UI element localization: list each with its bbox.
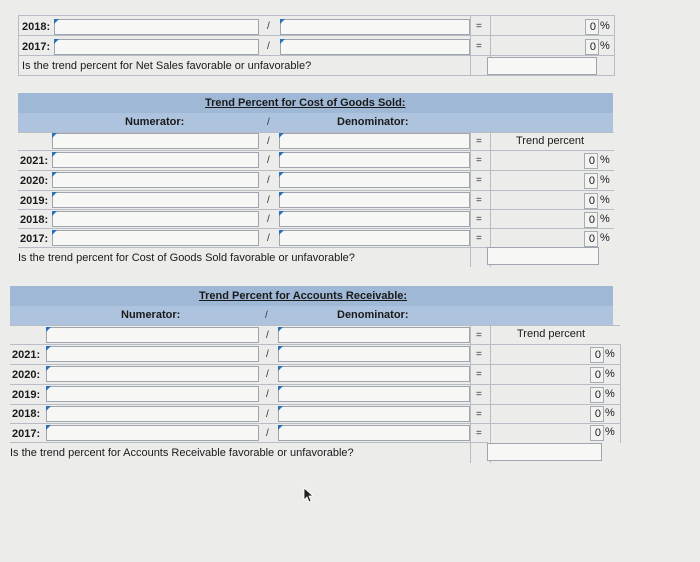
net-sales-2018-percent[interactable]: 0 [585,19,599,35]
cogs-2019-denominator-input[interactable] [279,192,470,208]
cogs-2018-slash: / [267,214,270,225]
cogs-2017-percent-sign: % [600,232,610,244]
ar-2017-percent-sign: % [605,426,615,438]
ar-2019-slash: / [266,389,269,400]
cogs-2017-numerator-input[interactable] [52,230,259,246]
cogs-header-numerator-input[interactable] [52,133,259,149]
cogs-header-slash: / [267,117,270,128]
cogs-2017-equals: = [476,233,482,244]
cogs-2019-numerator-input[interactable] [52,192,259,208]
cogs-2018-denominator-input[interactable] [279,211,470,227]
ar-header-row-slash: / [266,330,269,341]
net-sales-2017-slash: / [267,41,270,52]
ar-2017-numerator-input[interactable] [46,425,259,441]
cogs-2017-percent[interactable]: 0 [584,231,598,247]
ar-header-denominator-input[interactable] [278,327,470,343]
ar-header-numerator-input[interactable] [46,327,259,343]
net-sales-2017-numerator-input[interactable] [54,39,259,55]
cogs-2017-slash: / [267,233,270,244]
ar-2019-equals: = [476,389,482,400]
ar-2021-denominator-input[interactable] [278,346,470,362]
cogs-2019-percent[interactable]: 0 [584,193,598,209]
ar-2018-percent[interactable]: 0 [590,406,604,422]
cogs-2019-percent-sign: % [600,194,610,206]
ar-2021-equals: = [476,349,482,360]
ar-2021-slash: / [266,349,269,360]
cogs-2020-numerator-input[interactable] [52,172,259,188]
ar-2018-denominator-input[interactable] [278,406,470,422]
cogs-2020-equals: = [476,175,482,186]
ar-2020-equals: = [476,369,482,380]
mouse-pointer-icon [302,487,316,503]
ar-header-slash: / [265,310,268,321]
cogs-2018-equals: = [476,214,482,225]
cogs-2017-denominator-input[interactable] [279,230,470,246]
ar-numerator-header: Numerator: [121,309,181,321]
cogs-header-row-slash: / [267,136,270,147]
ar-row-2017-label: 2017: [12,428,41,440]
ar-2017-percent[interactable]: 0 [590,425,604,441]
cogs-question: Is the trend percent for Cost of Goods Sold favorable or unfavorable? [18,252,355,264]
net-sales-row-2017-label: 2017: [22,41,51,53]
ar-2017-denominator-input[interactable] [278,425,470,441]
cogs-header-denominator-input[interactable] [279,133,470,149]
ar-2021-numerator-input[interactable] [46,346,259,362]
ar-2017-equals: = [476,428,482,439]
cogs-2019-equals: = [476,195,482,206]
ar-row-2020-label: 2020: [12,369,41,381]
ar-2020-percent-sign: % [605,368,615,380]
cogs-2020-percent[interactable]: 0 [584,173,598,189]
cogs-favorable-select[interactable] [487,247,599,265]
cogs-header-row-equals: = [476,136,482,147]
ar-question: Is the trend percent for Accounts Receivable favorable or unfavorable? [10,447,354,459]
ar-2018-numerator-input[interactable] [46,406,259,422]
ar-section-title: Trend Percent for Accounts Receivable: [199,290,408,302]
cogs-2020-percent-sign: % [600,174,610,186]
cogs-2021-numerator-input[interactable] [52,152,259,168]
cogs-section-title: Trend Percent for Cost of Goods Sold: [205,97,406,109]
net-sales-2018-slash: / [267,21,270,32]
cogs-2021-percent[interactable]: 0 [584,153,598,169]
cogs-2020-slash: / [267,175,270,186]
ar-2019-percent-sign: % [605,388,615,400]
cogs-row-2019-label: 2019: [20,195,49,207]
net-sales-2017-equals: = [476,41,482,52]
ar-row-2019-label: 2019: [12,389,41,401]
net-sales-2018-numerator-input[interactable] [54,19,259,35]
ar-row-2021-label: 2021: [12,349,41,361]
cogs-2018-numerator-input[interactable] [52,211,259,227]
ar-2020-denominator-input[interactable] [278,366,470,382]
ar-row-2018-label: 2018: [12,408,41,420]
net-sales-2018-equals: = [476,21,482,32]
cogs-numerator-header: Numerator: [125,116,185,128]
cogs-row-2018-label: 2018: [20,214,49,226]
cogs-2021-equals: = [476,155,482,166]
ar-2019-percent[interactable]: 0 [590,387,604,403]
ar-header-row-equals: = [476,330,482,341]
net-sales-2017-denominator-input[interactable] [280,39,470,55]
ar-2020-slash: / [266,369,269,380]
cogs-2020-denominator-input[interactable] [279,172,470,188]
ar-denominator-header: Denominator: [337,309,409,321]
ar-2019-denominator-input[interactable] [278,386,470,402]
cogs-row-2020-label: 2020: [20,175,49,187]
net-sales-2018-denominator-input[interactable] [280,19,470,35]
ar-2017-slash: / [266,428,269,439]
ar-2018-equals: = [476,409,482,420]
net-sales-question: Is the trend percent for Net Sales favorable or unfavorable? [22,60,312,72]
ar-2018-slash: / [266,409,269,420]
cogs-row-2017-label: 2017: [20,233,49,245]
cogs-2021-percent-sign: % [600,154,610,166]
cogs-2018-percent-sign: % [600,213,610,225]
cogs-trend-percent-label: Trend percent [516,135,585,147]
net-sales-favorable-select[interactable] [487,57,597,75]
ar-2021-percent-sign: % [605,348,615,360]
cogs-row-2021-label: 2021: [20,155,49,167]
cogs-2018-percent[interactable]: 0 [584,212,598,228]
ar-2018-percent-sign: % [605,407,615,419]
net-sales-row-2018-label: 2018: [22,21,51,33]
ar-2020-percent[interactable]: 0 [590,367,604,383]
cogs-2021-denominator-input[interactable] [279,152,470,168]
ar-trend-percent-label: Trend percent [517,328,586,340]
cogs-2019-slash: / [267,195,270,206]
cogs-denominator-header: Denominator: [337,116,409,128]
net-sales-2018-percent-sign: % [600,20,610,32]
ar-2019-numerator-input[interactable] [46,386,259,402]
ar-2020-numerator-input[interactable] [46,366,259,382]
net-sales-2017-percent[interactable]: 0 [585,39,599,55]
net-sales-2017-percent-sign: % [600,40,610,52]
cogs-2021-slash: / [267,155,270,166]
ar-2021-percent[interactable]: 0 [590,347,604,363]
ar-favorable-select[interactable] [487,443,602,461]
